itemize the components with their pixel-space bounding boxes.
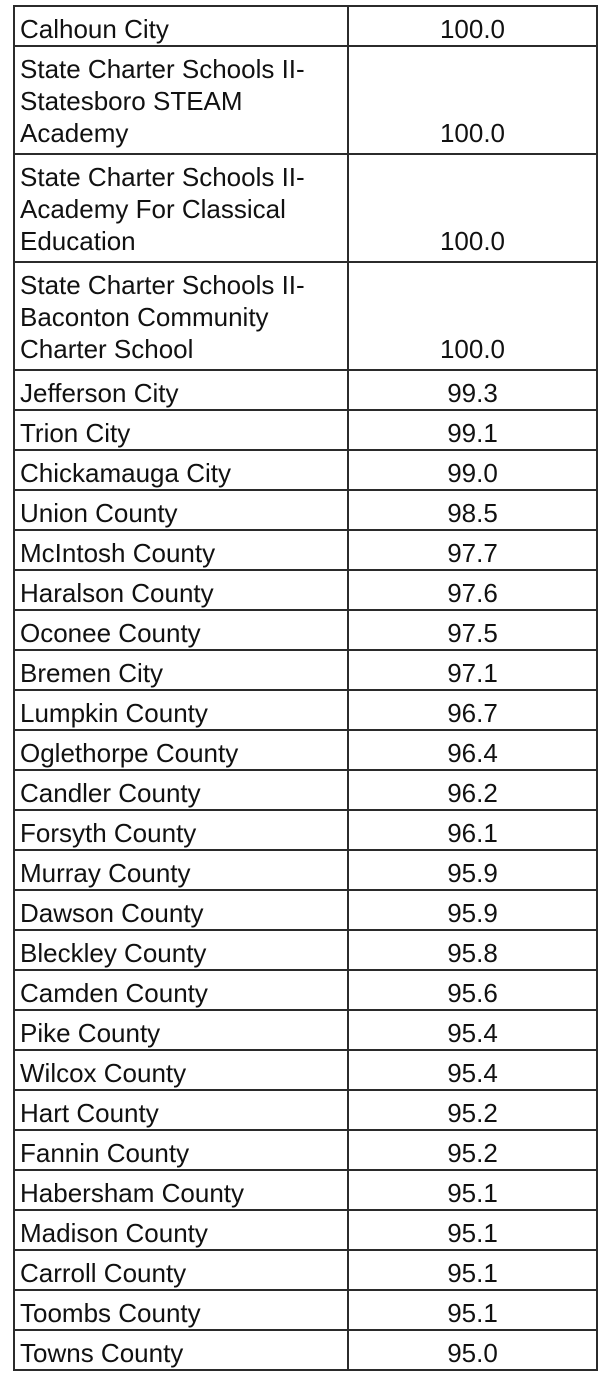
rate-value-cell: 97.7 (348, 530, 597, 570)
table-row (14, 1090, 597, 1130)
table-row (14, 154, 597, 262)
rate-value-cell: 95.9 (348, 890, 597, 930)
table-row (14, 690, 597, 730)
table-row (14, 450, 597, 490)
rate-value-cell: 97.1 (348, 650, 597, 690)
rate-value-cell: 97.5 (348, 610, 597, 650)
rate-value-cell: 95.2 (348, 1090, 597, 1130)
table-row (14, 262, 597, 370)
table-row (14, 650, 597, 690)
table-row (14, 810, 597, 850)
district-name-cell: Fannin County (14, 1130, 348, 1170)
table-row (14, 1330, 597, 1370)
table-row (14, 970, 597, 1010)
table-body (14, 6, 597, 1370)
district-name-cell: State Charter Schools II- Statesboro STEAM Academy (14, 46, 348, 154)
district-table (13, 5, 598, 1371)
rate-value-cell: 100.0 (348, 46, 597, 154)
district-name-cell: Hart County (14, 1090, 348, 1130)
district-name-cell: Forsyth County (14, 810, 348, 850)
district-name-cell: Camden County (14, 970, 348, 1010)
district-name-cell: Habersham County (14, 1170, 348, 1210)
district-name-cell: Bleckley County (14, 930, 348, 970)
table-row (14, 410, 597, 450)
district-name-cell: Dawson County (14, 890, 348, 930)
table-row (14, 530, 597, 570)
table-row (14, 770, 597, 810)
district-name-cell: Lumpkin County (14, 690, 348, 730)
table-row (14, 370, 597, 410)
rate-value-cell: 99.0 (348, 450, 597, 490)
rate-value-cell: 95.1 (348, 1170, 597, 1210)
rate-value-cell: 97.6 (348, 570, 597, 610)
district-name-cell: Chickamauga City (14, 450, 348, 490)
rate-value-cell: 95.8 (348, 930, 597, 970)
district-name-cell: Wilcox County (14, 1050, 348, 1090)
table-row (14, 6, 597, 46)
rate-value-cell: 95.4 (348, 1050, 597, 1090)
district-name-cell: Candler County (14, 770, 348, 810)
district-name-cell: Oglethorpe County (14, 730, 348, 770)
table-row (14, 570, 597, 610)
rate-value-cell: 99.1 (348, 410, 597, 450)
district-name-cell: Toombs County (14, 1290, 348, 1330)
rate-value-cell: 95.0 (348, 1330, 597, 1370)
table-row (14, 1210, 597, 1250)
district-name-cell: Towns County (14, 1330, 348, 1370)
rate-value-cell: 95.6 (348, 970, 597, 1010)
rate-value-cell: 95.9 (348, 850, 597, 890)
district-name-cell: Bremen City (14, 650, 348, 690)
rate-value-cell: 96.1 (348, 810, 597, 850)
district-name-cell: Calhoun City (14, 6, 348, 46)
table-row (14, 1250, 597, 1290)
table-row (14, 1170, 597, 1210)
rate-value-cell: 96.7 (348, 690, 597, 730)
district-name-cell: Oconee County (14, 610, 348, 650)
rate-value-cell: 95.1 (348, 1210, 597, 1250)
table-row (14, 1010, 597, 1050)
rate-value-cell: 95.1 (348, 1290, 597, 1330)
table-row (14, 46, 597, 154)
rate-value-cell: 100.0 (348, 6, 597, 46)
rate-value-cell: 95.2 (348, 1130, 597, 1170)
rate-value-cell: 100.0 (348, 154, 597, 262)
rate-value-cell: 95.1 (348, 1250, 597, 1290)
table-row (14, 1290, 597, 1330)
table-row (14, 1050, 597, 1090)
district-name-cell: Trion City (14, 410, 348, 450)
district-name-cell: Madison County (14, 1210, 348, 1250)
district-name-cell: McIntosh County (14, 530, 348, 570)
rate-value-cell: 95.4 (348, 1010, 597, 1050)
table-row (14, 610, 597, 650)
district-table-container (13, 5, 598, 1371)
table-row (14, 730, 597, 770)
table-row (14, 490, 597, 530)
district-name-cell: Haralson County (14, 570, 348, 610)
table-row (14, 890, 597, 930)
district-name-cell: Murray County (14, 850, 348, 890)
rate-value-cell: 100.0 (348, 262, 597, 370)
district-name-cell: State Charter Schools II- Baconton Community Charter School (14, 262, 348, 370)
table-row (14, 1130, 597, 1170)
table-row (14, 850, 597, 890)
rate-value-cell: 98.5 (348, 490, 597, 530)
district-name-cell: Jefferson City (14, 370, 348, 410)
district-name-cell: Union County (14, 490, 348, 530)
district-name-cell: State Charter Schools II- Academy For Classical Education (14, 154, 348, 262)
district-name-cell: Carroll County (14, 1250, 348, 1290)
rate-value-cell: 96.2 (348, 770, 597, 810)
rate-value-cell: 96.4 (348, 730, 597, 770)
district-name-cell: Pike County (14, 1010, 348, 1050)
rate-value-cell: 99.3 (348, 370, 597, 410)
table-row (14, 930, 597, 970)
